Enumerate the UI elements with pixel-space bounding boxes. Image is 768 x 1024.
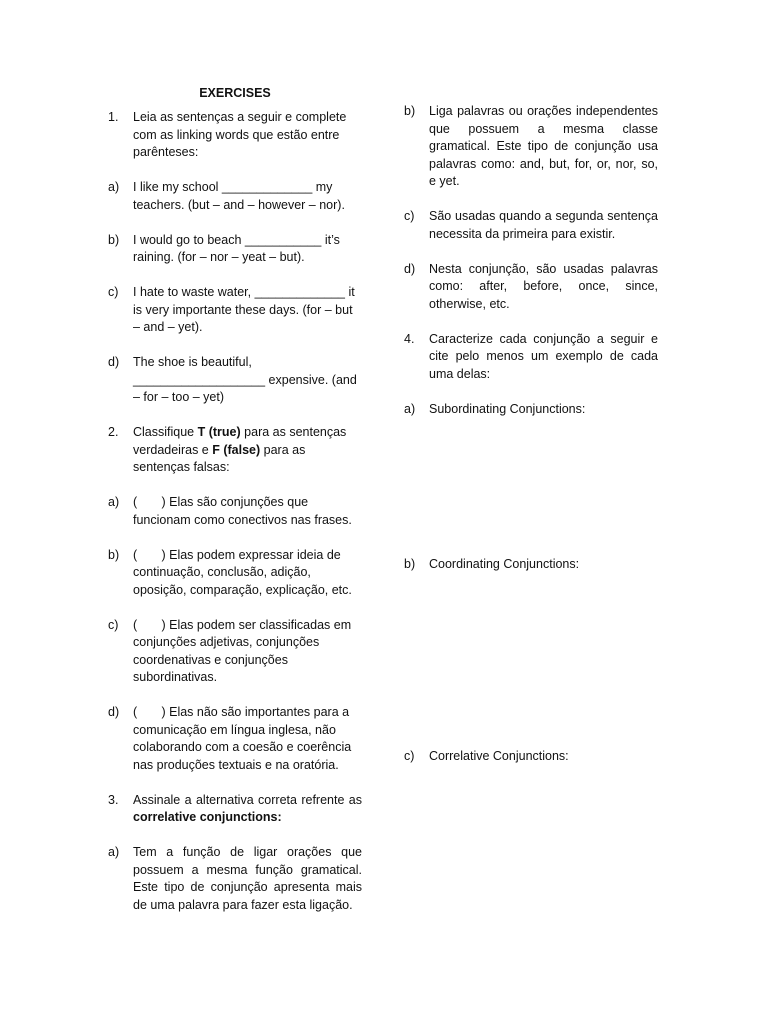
item-label: a): [108, 845, 120, 859]
question-3-d: [404, 261, 658, 314]
item-text: [133, 424, 362, 477]
item-label: b): [404, 104, 416, 118]
question-2: [108, 424, 362, 477]
question-3: [108, 792, 362, 827]
item-text: São usadas quando a segunda sentença necessita da primeira para existir.: [429, 209, 658, 241]
item-text: ( ) Elas são conjunções que funcionam como conectivos nas frases.: [133, 495, 352, 527]
text-part: Assinale a alternativa correta refrente as: [133, 792, 362, 807]
false-marker: F (false): [212, 442, 261, 457]
item-text: ( ) Elas podem expressar ideia de continuação, conclusão, adição, oposição, comparação, explicação, etc.: [133, 547, 352, 597]
item-text: Leia as sentenças a seguir e complete com as linking words que estão entre parênteses:: [133, 110, 347, 159]
item-label: 1.: [108, 110, 119, 124]
item-label: c): [404, 748, 415, 763]
question-4-c: [404, 748, 658, 766]
item-text: Nesta conjunção, são usadas palavras como: after, before, once, since, otherwise, etc.: [429, 261, 658, 311]
item-label: c): [108, 285, 119, 299]
item-label: b): [404, 557, 416, 571]
item-text: I would go to beach ___________ it’s raining. (for – nor – yeat – but).: [133, 232, 340, 264]
item-text: Liga palavras ou orações independentes que possuem a mesma classe gramatical. Este tipo de conjunção usa palavras como: and, but, for, or, nor, so, e yet.: [429, 104, 658, 188]
item-text: ( ) Elas podem ser classificadas em conjunções adjetivas, conjunções coordenativas e conjunções subordinativas.: [133, 617, 355, 684]
true-marker: T (true): [197, 425, 241, 439]
right-column: [404, 103, 658, 783]
item-text: Correlative Conjunctions:: [429, 748, 569, 763]
item-text: [133, 792, 362, 827]
item-text: Caracterize cada conjunção a seguir e cite pelo menos um exemplo de cada uma delas:: [429, 331, 658, 381]
question-2-a: [108, 494, 362, 529]
question-2-d: [108, 704, 362, 774]
item-text: The shoe is beautiful, ___________________ expensive. (and – for – too – yet): [133, 355, 357, 404]
question-1-b: [108, 232, 362, 267]
item-label: d): [108, 705, 120, 719]
question-4-b: [404, 556, 658, 574]
item-label: b): [108, 232, 120, 247]
question-4-a: [404, 401, 658, 419]
question-2-b: [108, 547, 362, 600]
item-label: 4.: [404, 331, 415, 346]
item-label: a): [108, 180, 120, 194]
item-text: Subordinating Conjunctions:: [429, 401, 586, 416]
item-label: a): [404, 401, 416, 416]
question-4: [404, 331, 658, 384]
item-text: I hate to waste water, _____________ it is very importante these days. (for – but – and – yet).: [133, 285, 355, 334]
item-label: d): [108, 355, 120, 369]
item-text: I like my school _____________ my teachers. (but – and – however – nor).: [133, 180, 345, 212]
page-title: EXERCISES: [199, 86, 271, 100]
question-1-a: [108, 179, 362, 214]
question-2-c: [108, 617, 362, 687]
item-text: Coordinating Conjunctions:: [429, 557, 580, 571]
text-part: Classifique: [133, 425, 198, 439]
item-label: 2.: [108, 425, 119, 439]
question-1-c: [108, 284, 362, 337]
item-label: d): [404, 261, 416, 276]
item-text: Tem a função de ligar orações que possuem a mesma função gramatical. Este tipo de conjunção apresenta mais de uma palavra para fazer esta ligação.: [133, 845, 362, 912]
question-3-c: [404, 208, 658, 243]
question-1-d: [108, 354, 362, 407]
item-label: c): [108, 617, 119, 632]
text-part: para as sentenças falsas:: [133, 442, 306, 474]
left-column: [108, 86, 362, 932]
item-label: b): [108, 547, 120, 562]
question-3-a: [108, 844, 362, 914]
question-3-b: [404, 103, 658, 191]
emphasis-text: correlative conjunctions:: [133, 810, 282, 824]
question-1: [108, 109, 362, 162]
item-label: 3.: [108, 792, 119, 807]
item-text: ( ) Elas não são importantes para a comunicação em língua inglesa, não colaborando com a coesão e coerência nas produções textuais e na oratória.: [133, 705, 355, 772]
item-label: a): [108, 495, 120, 509]
item-label: c): [404, 209, 415, 223]
text-part: para as sentenças verdadeiras e: [133, 425, 347, 457]
